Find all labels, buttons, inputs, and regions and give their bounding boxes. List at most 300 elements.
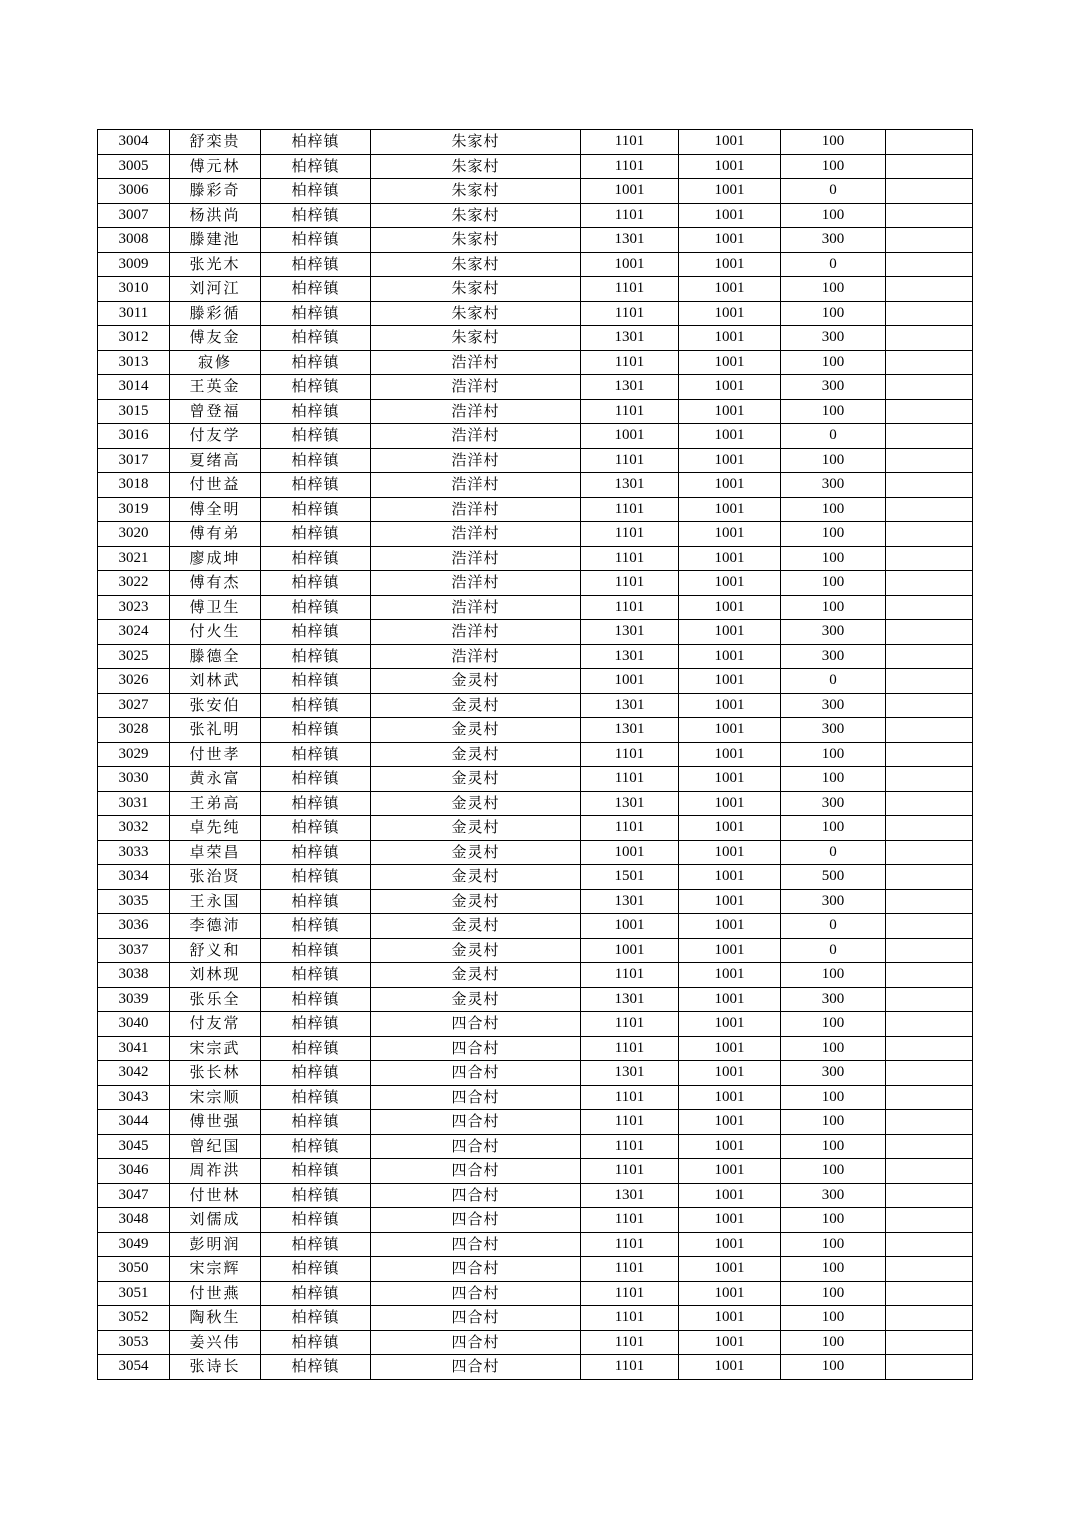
note-cell bbox=[886, 571, 973, 596]
code2-cell: 1001 bbox=[679, 1061, 781, 1086]
village-cell: 四合村 bbox=[371, 1183, 581, 1208]
ledger-body bbox=[98, 130, 973, 1380]
code1-cell: 1101 bbox=[581, 203, 679, 228]
note-cell bbox=[886, 914, 973, 939]
code1-cell: 1501 bbox=[581, 865, 679, 890]
amount-cell: 0 bbox=[781, 669, 886, 694]
note-cell bbox=[886, 179, 973, 204]
row-id-cell: 3039 bbox=[98, 987, 170, 1012]
table-row bbox=[98, 350, 973, 375]
amount-cell: 0 bbox=[781, 179, 886, 204]
code2-cell: 1001 bbox=[679, 1159, 781, 1184]
village-cell: 朱家村 bbox=[371, 130, 581, 155]
row-id-cell: 3030 bbox=[98, 767, 170, 792]
code2-cell: 1001 bbox=[679, 693, 781, 718]
village-cell: 浩洋村 bbox=[371, 595, 581, 620]
name-cell: 傅全明 bbox=[170, 497, 261, 522]
code2-cell: 1001 bbox=[679, 1036, 781, 1061]
code2-cell: 1001 bbox=[679, 791, 781, 816]
amount-cell: 100 bbox=[781, 399, 886, 424]
town-cell: 柏梓镇 bbox=[261, 816, 371, 841]
table-row bbox=[98, 742, 973, 767]
name-cell: 傅世强 bbox=[170, 1110, 261, 1135]
town-cell: 柏梓镇 bbox=[261, 889, 371, 914]
village-cell: 浩洋村 bbox=[371, 497, 581, 522]
table-row bbox=[98, 1012, 973, 1037]
code2-cell: 1001 bbox=[679, 1330, 781, 1355]
village-cell: 四合村 bbox=[371, 1257, 581, 1282]
note-cell bbox=[886, 718, 973, 743]
code2-cell: 1001 bbox=[679, 1232, 781, 1257]
name-cell: 付世林 bbox=[170, 1183, 261, 1208]
code2-cell: 1001 bbox=[679, 914, 781, 939]
row-id-cell: 3023 bbox=[98, 595, 170, 620]
code1-cell: 1301 bbox=[581, 1183, 679, 1208]
town-cell: 柏梓镇 bbox=[261, 791, 371, 816]
name-cell: 宋宗顺 bbox=[170, 1085, 261, 1110]
table-row bbox=[98, 130, 973, 155]
note-cell bbox=[886, 620, 973, 645]
town-cell: 柏梓镇 bbox=[261, 571, 371, 596]
name-cell: 彭明润 bbox=[170, 1232, 261, 1257]
code1-cell: 1301 bbox=[581, 473, 679, 498]
note-cell bbox=[886, 154, 973, 179]
note-cell bbox=[886, 375, 973, 400]
code1-cell: 1101 bbox=[581, 963, 679, 988]
amount-cell: 100 bbox=[781, 742, 886, 767]
name-cell: 卓先纯 bbox=[170, 816, 261, 841]
row-id-cell: 3008 bbox=[98, 228, 170, 253]
table-row bbox=[98, 1257, 973, 1282]
amount-cell: 100 bbox=[781, 1281, 886, 1306]
code2-cell: 1001 bbox=[679, 497, 781, 522]
code2-cell: 1001 bbox=[679, 1085, 781, 1110]
table-row bbox=[98, 179, 973, 204]
amount-cell: 100 bbox=[781, 1085, 886, 1110]
table-row bbox=[98, 620, 973, 645]
town-cell: 柏梓镇 bbox=[261, 938, 371, 963]
table-row bbox=[98, 1110, 973, 1135]
code1-cell: 1301 bbox=[581, 228, 679, 253]
table-row bbox=[98, 914, 973, 939]
code2-cell: 1001 bbox=[679, 1208, 781, 1233]
amount-cell: 100 bbox=[781, 1110, 886, 1135]
village-cell: 金灵村 bbox=[371, 693, 581, 718]
code1-cell: 1101 bbox=[581, 1330, 679, 1355]
village-cell: 浩洋村 bbox=[371, 546, 581, 571]
table-row bbox=[98, 1355, 973, 1380]
amount-cell: 300 bbox=[781, 889, 886, 914]
amount-cell: 100 bbox=[781, 277, 886, 302]
table-row bbox=[98, 252, 973, 277]
note-cell bbox=[886, 546, 973, 571]
town-cell: 柏梓镇 bbox=[261, 865, 371, 890]
code2-cell: 1001 bbox=[679, 865, 781, 890]
name-cell: 李德沛 bbox=[170, 914, 261, 939]
table-row bbox=[98, 938, 973, 963]
code1-cell: 1101 bbox=[581, 448, 679, 473]
village-cell: 朱家村 bbox=[371, 326, 581, 351]
code1-cell: 1001 bbox=[581, 179, 679, 204]
row-id-cell: 3054 bbox=[98, 1355, 170, 1380]
code2-cell: 1001 bbox=[679, 1110, 781, 1135]
table-row bbox=[98, 791, 973, 816]
note-cell bbox=[886, 1330, 973, 1355]
village-cell: 金灵村 bbox=[371, 987, 581, 1012]
code2-cell: 1001 bbox=[679, 130, 781, 155]
row-id-cell: 3046 bbox=[98, 1159, 170, 1184]
table-row bbox=[98, 473, 973, 498]
code1-cell: 1101 bbox=[581, 1036, 679, 1061]
village-cell: 金灵村 bbox=[371, 889, 581, 914]
code1-cell: 1101 bbox=[581, 277, 679, 302]
amount-cell: 100 bbox=[781, 1355, 886, 1380]
amount-cell: 100 bbox=[781, 203, 886, 228]
village-cell: 四合村 bbox=[371, 1208, 581, 1233]
amount-cell: 100 bbox=[781, 1330, 886, 1355]
code2-cell: 1001 bbox=[679, 252, 781, 277]
table-row bbox=[98, 718, 973, 743]
note-cell bbox=[886, 203, 973, 228]
name-cell: 付友学 bbox=[170, 424, 261, 449]
note-cell bbox=[886, 301, 973, 326]
name-cell: 傅有杰 bbox=[170, 571, 261, 596]
row-id-cell: 3006 bbox=[98, 179, 170, 204]
village-cell: 朱家村 bbox=[371, 179, 581, 204]
code1-cell: 1101 bbox=[581, 1355, 679, 1380]
name-cell: 滕建池 bbox=[170, 228, 261, 253]
name-cell: 滕彩奇 bbox=[170, 179, 261, 204]
code1-cell: 1101 bbox=[581, 1306, 679, 1331]
row-id-cell: 3044 bbox=[98, 1110, 170, 1135]
note-cell bbox=[886, 1110, 973, 1135]
code1-cell: 1101 bbox=[581, 546, 679, 571]
name-cell: 张礼明 bbox=[170, 718, 261, 743]
code1-cell: 1101 bbox=[581, 350, 679, 375]
table-row bbox=[98, 644, 973, 669]
code2-cell: 1001 bbox=[679, 571, 781, 596]
town-cell: 柏梓镇 bbox=[261, 840, 371, 865]
row-id-cell: 3033 bbox=[98, 840, 170, 865]
code1-cell: 1101 bbox=[581, 1159, 679, 1184]
village-cell: 四合村 bbox=[371, 1159, 581, 1184]
amount-cell: 300 bbox=[781, 326, 886, 351]
code1-cell: 1101 bbox=[581, 1232, 679, 1257]
name-cell: 王弟高 bbox=[170, 791, 261, 816]
town-cell: 柏梓镇 bbox=[261, 203, 371, 228]
note-cell bbox=[886, 1134, 973, 1159]
note-cell bbox=[886, 473, 973, 498]
amount-cell: 0 bbox=[781, 424, 886, 449]
note-cell bbox=[886, 228, 973, 253]
row-id-cell: 3040 bbox=[98, 1012, 170, 1037]
village-cell: 金灵村 bbox=[371, 938, 581, 963]
town-cell: 柏梓镇 bbox=[261, 130, 371, 155]
town-cell: 柏梓镇 bbox=[261, 424, 371, 449]
ledger-table bbox=[97, 129, 973, 1380]
row-id-cell: 3053 bbox=[98, 1330, 170, 1355]
name-cell: 周祚洪 bbox=[170, 1159, 261, 1184]
amount-cell: 100 bbox=[781, 448, 886, 473]
note-cell bbox=[886, 595, 973, 620]
note-cell bbox=[886, 938, 973, 963]
table-row bbox=[98, 693, 973, 718]
amount-cell: 100 bbox=[781, 767, 886, 792]
amount-cell: 100 bbox=[781, 1208, 886, 1233]
village-cell: 浩洋村 bbox=[371, 448, 581, 473]
row-id-cell: 3009 bbox=[98, 252, 170, 277]
name-cell: 舒栾贵 bbox=[170, 130, 261, 155]
table-row bbox=[98, 840, 973, 865]
note-cell bbox=[886, 1012, 973, 1037]
table-row bbox=[98, 865, 973, 890]
amount-cell: 100 bbox=[781, 1134, 886, 1159]
code2-cell: 1001 bbox=[679, 938, 781, 963]
village-cell: 金灵村 bbox=[371, 742, 581, 767]
village-cell: 朱家村 bbox=[371, 277, 581, 302]
amount-cell: 100 bbox=[781, 1036, 886, 1061]
town-cell: 柏梓镇 bbox=[261, 1110, 371, 1135]
name-cell: 陶秋生 bbox=[170, 1306, 261, 1331]
name-cell: 付友常 bbox=[170, 1012, 261, 1037]
village-cell: 金灵村 bbox=[371, 840, 581, 865]
row-id-cell: 3045 bbox=[98, 1134, 170, 1159]
code2-cell: 1001 bbox=[679, 228, 781, 253]
note-cell bbox=[886, 277, 973, 302]
table-row bbox=[98, 1159, 973, 1184]
town-cell: 柏梓镇 bbox=[261, 1085, 371, 1110]
village-cell: 四合村 bbox=[371, 1036, 581, 1061]
note-cell bbox=[886, 252, 973, 277]
amount-cell: 100 bbox=[781, 571, 886, 596]
code2-cell: 1001 bbox=[679, 1355, 781, 1380]
code2-cell: 1001 bbox=[679, 154, 781, 179]
amount-cell: 300 bbox=[781, 791, 886, 816]
town-cell: 柏梓镇 bbox=[261, 1159, 371, 1184]
town-cell: 柏梓镇 bbox=[261, 644, 371, 669]
row-id-cell: 3017 bbox=[98, 448, 170, 473]
name-cell: 卓荣昌 bbox=[170, 840, 261, 865]
table-row bbox=[98, 767, 973, 792]
code2-cell: 1001 bbox=[679, 179, 781, 204]
row-id-cell: 3051 bbox=[98, 1281, 170, 1306]
note-cell bbox=[886, 816, 973, 841]
amount-cell: 100 bbox=[781, 1012, 886, 1037]
code1-cell: 1001 bbox=[581, 840, 679, 865]
village-cell: 浩洋村 bbox=[371, 620, 581, 645]
note-cell bbox=[886, 791, 973, 816]
amount-cell: 100 bbox=[781, 522, 886, 547]
village-cell: 四合村 bbox=[371, 1232, 581, 1257]
note-cell bbox=[886, 1281, 973, 1306]
code1-cell: 1001 bbox=[581, 914, 679, 939]
town-cell: 柏梓镇 bbox=[261, 1036, 371, 1061]
name-cell: 张长林 bbox=[170, 1061, 261, 1086]
town-cell: 柏梓镇 bbox=[261, 1330, 371, 1355]
code1-cell: 1001 bbox=[581, 252, 679, 277]
code2-cell: 1001 bbox=[679, 742, 781, 767]
town-cell: 柏梓镇 bbox=[261, 179, 371, 204]
amount-cell: 100 bbox=[781, 1257, 886, 1282]
row-id-cell: 3021 bbox=[98, 546, 170, 571]
town-cell: 柏梓镇 bbox=[261, 350, 371, 375]
village-cell: 四合村 bbox=[371, 1281, 581, 1306]
row-id-cell: 3026 bbox=[98, 669, 170, 694]
code2-cell: 1001 bbox=[679, 399, 781, 424]
name-cell: 张安伯 bbox=[170, 693, 261, 718]
name-cell: 夏绪高 bbox=[170, 448, 261, 473]
name-cell: 黄永富 bbox=[170, 767, 261, 792]
code1-cell: 1101 bbox=[581, 154, 679, 179]
row-id-cell: 3027 bbox=[98, 693, 170, 718]
town-cell: 柏梓镇 bbox=[261, 669, 371, 694]
table-row bbox=[98, 448, 973, 473]
village-cell: 金灵村 bbox=[371, 669, 581, 694]
name-cell: 滕德全 bbox=[170, 644, 261, 669]
village-cell: 四合村 bbox=[371, 1061, 581, 1086]
town-cell: 柏梓镇 bbox=[261, 546, 371, 571]
code1-cell: 1301 bbox=[581, 889, 679, 914]
code2-cell: 1001 bbox=[679, 277, 781, 302]
table-row bbox=[98, 1134, 973, 1159]
row-id-cell: 3036 bbox=[98, 914, 170, 939]
amount-cell: 100 bbox=[781, 546, 886, 571]
table-row bbox=[98, 1085, 973, 1110]
amount-cell: 100 bbox=[781, 301, 886, 326]
table-row bbox=[98, 154, 973, 179]
row-id-cell: 3052 bbox=[98, 1306, 170, 1331]
town-cell: 柏梓镇 bbox=[261, 375, 371, 400]
town-cell: 柏梓镇 bbox=[261, 914, 371, 939]
amount-cell: 100 bbox=[781, 1159, 886, 1184]
name-cell: 王永国 bbox=[170, 889, 261, 914]
table-row bbox=[98, 546, 973, 571]
village-cell: 金灵村 bbox=[371, 914, 581, 939]
name-cell: 付世燕 bbox=[170, 1281, 261, 1306]
village-cell: 朱家村 bbox=[371, 228, 581, 253]
note-cell bbox=[886, 448, 973, 473]
code1-cell: 1101 bbox=[581, 522, 679, 547]
row-id-cell: 3012 bbox=[98, 326, 170, 351]
name-cell: 傅元林 bbox=[170, 154, 261, 179]
amount-cell: 500 bbox=[781, 865, 886, 890]
name-cell: 廖成坤 bbox=[170, 546, 261, 571]
row-id-cell: 3034 bbox=[98, 865, 170, 890]
name-cell: 付世孝 bbox=[170, 742, 261, 767]
village-cell: 浩洋村 bbox=[371, 424, 581, 449]
row-id-cell: 3018 bbox=[98, 473, 170, 498]
amount-cell: 300 bbox=[781, 620, 886, 645]
row-id-cell: 3025 bbox=[98, 644, 170, 669]
amount-cell: 300 bbox=[781, 987, 886, 1012]
code1-cell: 1101 bbox=[581, 130, 679, 155]
table-row bbox=[98, 228, 973, 253]
town-cell: 柏梓镇 bbox=[261, 767, 371, 792]
row-id-cell: 3028 bbox=[98, 718, 170, 743]
note-cell bbox=[886, 424, 973, 449]
code1-cell: 1101 bbox=[581, 301, 679, 326]
village-cell: 朱家村 bbox=[371, 203, 581, 228]
table-row bbox=[98, 1281, 973, 1306]
village-cell: 浩洋村 bbox=[371, 350, 581, 375]
code1-cell: 1101 bbox=[581, 1012, 679, 1037]
code1-cell: 1001 bbox=[581, 669, 679, 694]
note-cell bbox=[886, 130, 973, 155]
town-cell: 柏梓镇 bbox=[261, 1134, 371, 1159]
row-id-cell: 3020 bbox=[98, 522, 170, 547]
name-cell: 刘林武 bbox=[170, 669, 261, 694]
table-row bbox=[98, 326, 973, 351]
village-cell: 浩洋村 bbox=[371, 571, 581, 596]
town-cell: 柏梓镇 bbox=[261, 252, 371, 277]
village-cell: 四合村 bbox=[371, 1330, 581, 1355]
code1-cell: 1101 bbox=[581, 1134, 679, 1159]
code2-cell: 1001 bbox=[679, 669, 781, 694]
amount-cell: 300 bbox=[781, 375, 886, 400]
code1-cell: 1101 bbox=[581, 767, 679, 792]
code1-cell: 1301 bbox=[581, 987, 679, 1012]
code2-cell: 1001 bbox=[679, 375, 781, 400]
row-id-cell: 3011 bbox=[98, 301, 170, 326]
village-cell: 浩洋村 bbox=[371, 644, 581, 669]
village-cell: 金灵村 bbox=[371, 816, 581, 841]
row-id-cell: 3029 bbox=[98, 742, 170, 767]
town-cell: 柏梓镇 bbox=[261, 326, 371, 351]
town-cell: 柏梓镇 bbox=[261, 1061, 371, 1086]
town-cell: 柏梓镇 bbox=[261, 1355, 371, 1380]
town-cell: 柏梓镇 bbox=[261, 1183, 371, 1208]
note-cell bbox=[886, 987, 973, 1012]
note-cell bbox=[886, 350, 973, 375]
town-cell: 柏梓镇 bbox=[261, 497, 371, 522]
town-cell: 柏梓镇 bbox=[261, 277, 371, 302]
row-id-cell: 3043 bbox=[98, 1085, 170, 1110]
row-id-cell: 3032 bbox=[98, 816, 170, 841]
code2-cell: 1001 bbox=[679, 1183, 781, 1208]
row-id-cell: 3038 bbox=[98, 963, 170, 988]
town-cell: 柏梓镇 bbox=[261, 595, 371, 620]
name-cell: 宋宗辉 bbox=[170, 1257, 261, 1282]
village-cell: 四合村 bbox=[371, 1306, 581, 1331]
code1-cell: 1301 bbox=[581, 375, 679, 400]
amount-cell: 300 bbox=[781, 693, 886, 718]
village-cell: 四合村 bbox=[371, 1085, 581, 1110]
row-id-cell: 3007 bbox=[98, 203, 170, 228]
name-cell: 傅有弟 bbox=[170, 522, 261, 547]
amount-cell: 0 bbox=[781, 252, 886, 277]
row-id-cell: 3041 bbox=[98, 1036, 170, 1061]
name-cell: 宋宗武 bbox=[170, 1036, 261, 1061]
table-row bbox=[98, 1232, 973, 1257]
note-cell bbox=[886, 693, 973, 718]
code1-cell: 1001 bbox=[581, 938, 679, 963]
code2-cell: 1001 bbox=[679, 1012, 781, 1037]
code1-cell: 1301 bbox=[581, 1061, 679, 1086]
code2-cell: 1001 bbox=[679, 718, 781, 743]
amount-cell: 100 bbox=[781, 1232, 886, 1257]
village-cell: 金灵村 bbox=[371, 767, 581, 792]
row-id-cell: 3042 bbox=[98, 1061, 170, 1086]
note-cell bbox=[886, 889, 973, 914]
name-cell: 曾登福 bbox=[170, 399, 261, 424]
name-cell: 曾纪国 bbox=[170, 1134, 261, 1159]
note-cell bbox=[886, 669, 973, 694]
note-cell bbox=[886, 1085, 973, 1110]
name-cell: 刘林现 bbox=[170, 963, 261, 988]
row-id-cell: 3010 bbox=[98, 277, 170, 302]
row-id-cell: 3022 bbox=[98, 571, 170, 596]
village-cell: 四合村 bbox=[371, 1355, 581, 1380]
